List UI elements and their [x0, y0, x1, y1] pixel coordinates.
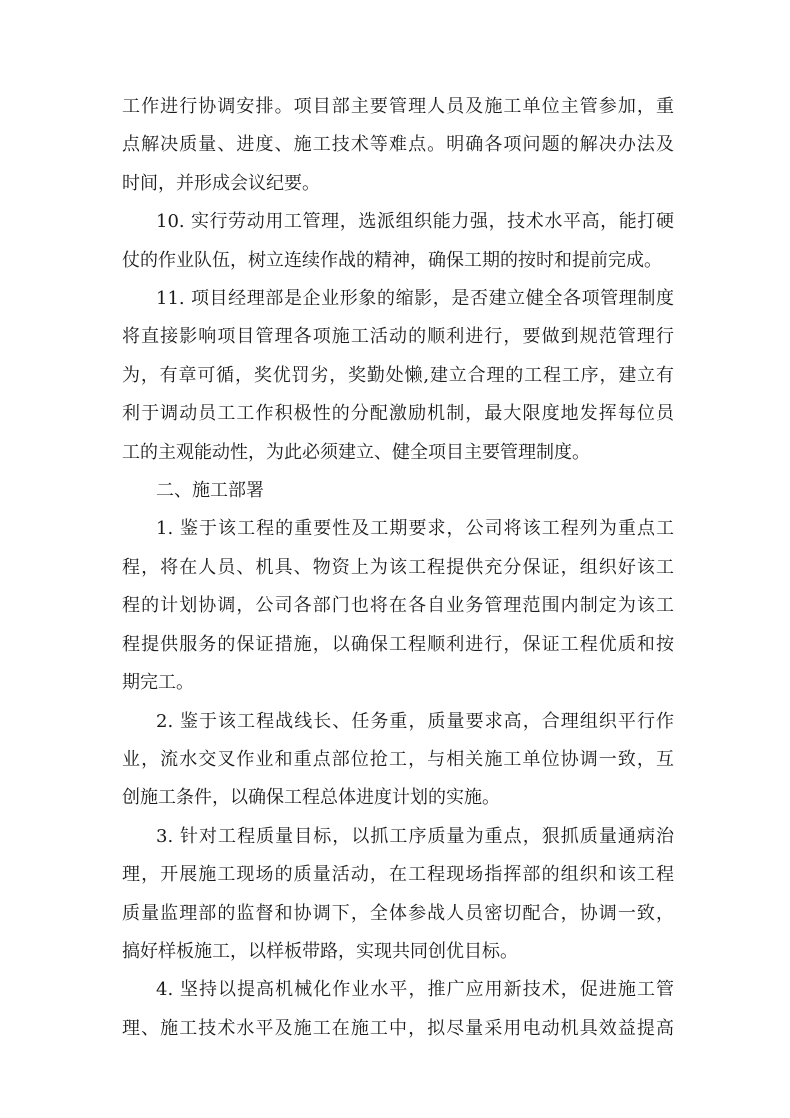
text-line: 创施工条件，以确保工程总体进度计划的实施。 — [122, 787, 500, 809]
text-line: 利于调动员工工作积极性的分配激励机制，最大限度地发挥每位员 — [122, 403, 674, 425]
text-line: 仗的作业队伍，树立连续作战的精神，确保工期的按时和提前完成。 — [122, 249, 662, 271]
text-line: 时间，并形成会议纪要。 — [122, 172, 320, 194]
text-line: 工的主观能动性，为此必须建立、健全项目主要管理制度。 — [122, 441, 590, 463]
text-line: 2. 鉴于该工程战线长、任务重，质量要求高，合理组织平行作 — [156, 710, 674, 732]
document-page — [122, 88, 674, 1048]
text-line: 将直接影响项目管理各项施工活动的顺利进行，要做到规范管理行 — [122, 326, 674, 348]
text-line: 工作进行协调安排。项目部主要管理人员及施工单位主管参加，重 — [122, 96, 674, 117]
text-line: 点解决质量、进度、施工技术等难点。明确各项问题的解决办法及 — [122, 134, 674, 156]
paragraph — [122, 472, 674, 510]
paragraph — [122, 703, 674, 818]
text-line: 质量监理部的监督和协调下，全体参战人员密切配合，协调一致， — [122, 902, 674, 924]
paragraph — [122, 818, 674, 972]
paragraph — [122, 280, 674, 472]
text-line: 二、施工部署 — [156, 480, 264, 502]
text-line: 程，将在人员、机具、物资上为该工程提供充分保证，组织好该工 — [122, 556, 674, 578]
text-line: 1. 鉴于该工程的重要性及工期要求，公司将该工程列为重点工 — [156, 518, 674, 540]
text-line: 3. 针对工程质量目标，以抓工序质量为重点，狠抓质量通病治 — [156, 825, 674, 847]
text-line: 程的计划协调，公司各部门也将在各自业务管理范围内制定为该工 — [122, 595, 674, 617]
text-line: 搞好样板施工，以样板带路，实现共同创优目标。 — [122, 940, 518, 962]
text-line: 程提供服务的保证措施，以确保工程顺利进行，保证工程优质和按 — [122, 633, 674, 655]
text-line: 4. 坚持以提高机械化作业水平，推广应用新技术，促进施工管 — [156, 979, 674, 1001]
text-line: 理，开展施工现场的质量活动，在工程现场指挥部的组织和该工程 — [122, 864, 674, 886]
paragraph — [122, 510, 674, 702]
text-line: 期完工。 — [122, 672, 194, 694]
text-line: 10. 实行劳动用工管理，选派组织能力强，技术水平高，能打硬 — [156, 211, 674, 233]
paragraph — [122, 88, 674, 203]
paragraph — [122, 203, 674, 280]
text-line: 11. 项目经理部是企业形象的缩影，是否建立健全各项管理制度 — [156, 288, 674, 310]
text-line: 理、施工技术水平及施工在施工中，拟尽量采用电动机具效益提高 — [122, 1017, 674, 1039]
text-line: 为，有章可循，奖优罚劣，奖勤处懒,建立合理的工程工序，建立有 — [122, 364, 674, 386]
text-line: 业，流水交叉作业和重点部位抢工，与相关施工单位协调一致，互 — [122, 748, 674, 770]
paragraph — [122, 971, 674, 1048]
